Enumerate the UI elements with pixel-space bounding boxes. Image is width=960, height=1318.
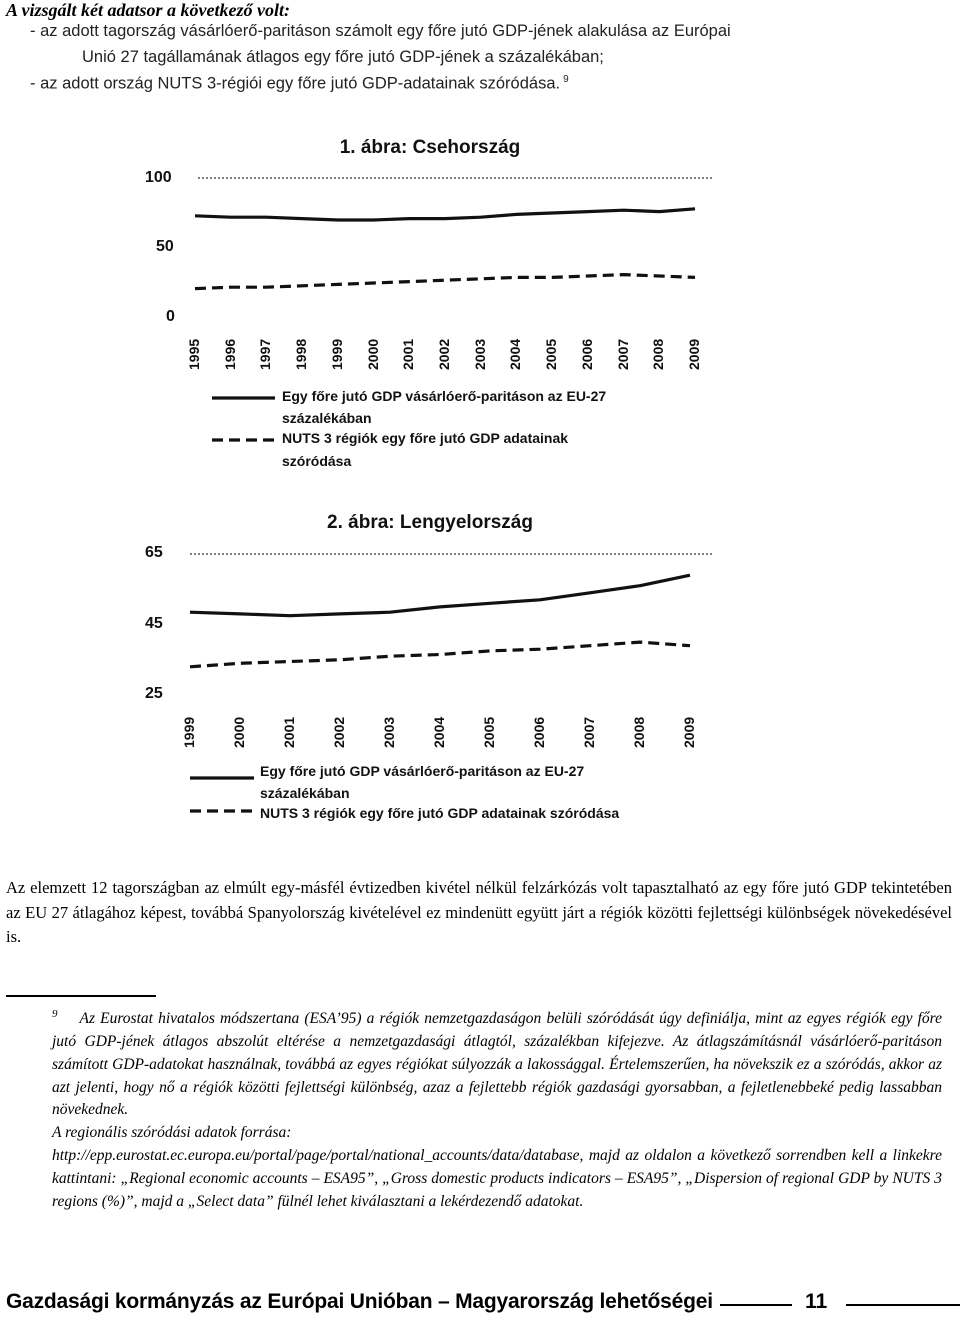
x-tick-label: 2009 [681,716,697,748]
chart-poland [140,508,720,830]
x-tick-label: 1997 [257,338,274,370]
x-tick-label: 2000 [231,716,247,748]
legend-label: Egy főre jutó GDP vásárlóerő-paritáson az EU-27 [260,763,585,779]
x-tick-label: 2000 [364,338,381,370]
legend-label: Egy főre jutó GDP vásárlóerő-paritáson az EU-27 [282,388,607,404]
footnote [52,1003,942,1213]
intro-line-3: - az adott ország NUTS 3-régiói egy főre jutó GDP-adatainak szóródása. $^9$ [30,74,569,93]
footnote-source-text: http://epp.eurostat.ec.europa.eu/portal/page/portal/national_accounts/data/database, majd az oldalon a következő sorrendben kell a linkekre kattintani: „Regional economic accounts – ESA95”, „Gross domestic products indicators – ESA95”, „Dispersion of regional GDP by NUTS 3 regions (%)”, majd a „Select data” fülnél lehet kiválasztani a lekérdezendő adatokat. [52,1146,942,1210]
x-tick-label: 2002 [436,338,452,370]
legend-label: szóródása [282,453,352,469]
y-tick-label: 100 [145,169,172,186]
section-heading: A vizsgált két adatsor a következő volt: [6,0,290,20]
footer-title: Gazdasági kormányzás az Európai Unióban – Magyarország lehetőségei [6,1290,713,1313]
chart-title: 1. ábra: Csehország [339,137,521,158]
legend-label: százalékában [282,410,372,426]
series-line-gdp [195,209,695,220]
series-line-dispersion [190,642,690,667]
footnote-text: Az Eurostat hivatalos módszertana (ESA’95) a régiók nemzetgazdaságon belüli szóródását úgy definiálja, mint az egyes régiók egy főre jutó GDP-jének átlagos abszolút eltérése a nemzetgazdasági átlagtól, százalékban kifejezve. Az átlagszámításnál vásárlóerő-paritáson számított GDP-adatokat használnak, továbbá az egyes régiókat súlyozzák a lakossággal. Értelemszerűen, ha növekszik ez a szóródás, akkor az azt jelenti, hogy nő a régiók közötti fejlettségi különbség, azaz a fejlettebb régiók gazdasági gyorsabban, a fejletlenebbeké pedig lassabban növekednek. [52,1010,942,1119]
x-tick-label: 2007 [581,716,597,748]
x-tick-label: 2001 [400,338,417,370]
chart-title: 2. ábra: Lengyelország [327,512,533,533]
y-tick-label: 65 [145,544,163,561]
series-line-dispersion [195,275,695,289]
x-tick-label: 2006 [578,338,595,370]
x-tick-label: 2006 [531,716,547,748]
chart-plot [140,508,720,830]
footer-divider [720,1304,792,1306]
x-tick-label: 2005 [543,338,560,370]
x-tick-label: 1996 [221,338,238,370]
y-tick-label: 0 [166,308,175,325]
x-tick-label: 2004 [431,716,447,748]
chart-czechia [140,132,720,492]
x-tick-label: 2003 [471,338,488,370]
x-tick-label: 2004 [507,338,524,370]
x-tick-label: 1999 [181,716,197,748]
footer-divider [846,1304,960,1306]
x-tick-label: 2001 [281,716,297,748]
intro-line-1: - az adott tagország vásárlóerő-paritáson számolt egy főre jutó GDP-jének alakulása az Európai [30,22,731,40]
page-number: 11 [805,1290,828,1313]
footnote-ref: 9 [563,74,569,85]
legend-label: százalékában [260,785,350,801]
x-tick-label: 2007 [614,338,631,370]
x-tick-label: 2002 [331,716,347,748]
footnote-divider [6,995,156,997]
y-tick-label: 50 [156,238,174,255]
x-tick-label: 2008 [631,716,647,748]
x-tick-label: 1998 [293,338,310,370]
footnote-source-label: A regionális szóródási adatok forrása: [52,1124,292,1142]
x-tick-label: 2003 [381,716,397,748]
intro-line-2: Unió 27 tagállamának átlagos egy főre jutó GDP-jének a százalékában; [82,48,604,66]
x-tick-label: 2008 [650,338,667,370]
series-line-gdp [190,575,690,616]
y-tick-label: 25 [145,685,163,702]
footnote-mark: 9 [52,1008,58,1020]
x-tick-label: 1995 [186,338,202,370]
body-paragraph: Az elemzett 12 tagországban az elmúlt egy-másfél évtizedben kivétel nélkül felzárkózás volt tapasztalható az egy főre jutó GDP tekintetében az EU 27 átlagához képest, továbbá Spanyolország kivételével ez mindenütt együtt járt a régiók közötti fejlettségi különbségek növekedésével is. [6,878,952,946]
x-tick-label: 2009 [686,338,702,370]
y-tick-label: 45 [145,615,163,632]
x-tick-label: 1999 [328,338,345,370]
x-tick-label: 2005 [481,716,497,748]
legend-label: NUTS 3 régiók egy főre jutó GDP adatainak szóródása [260,805,620,821]
legend-label: NUTS 3 régiók egy főre jutó GDP adatainak [282,430,569,446]
